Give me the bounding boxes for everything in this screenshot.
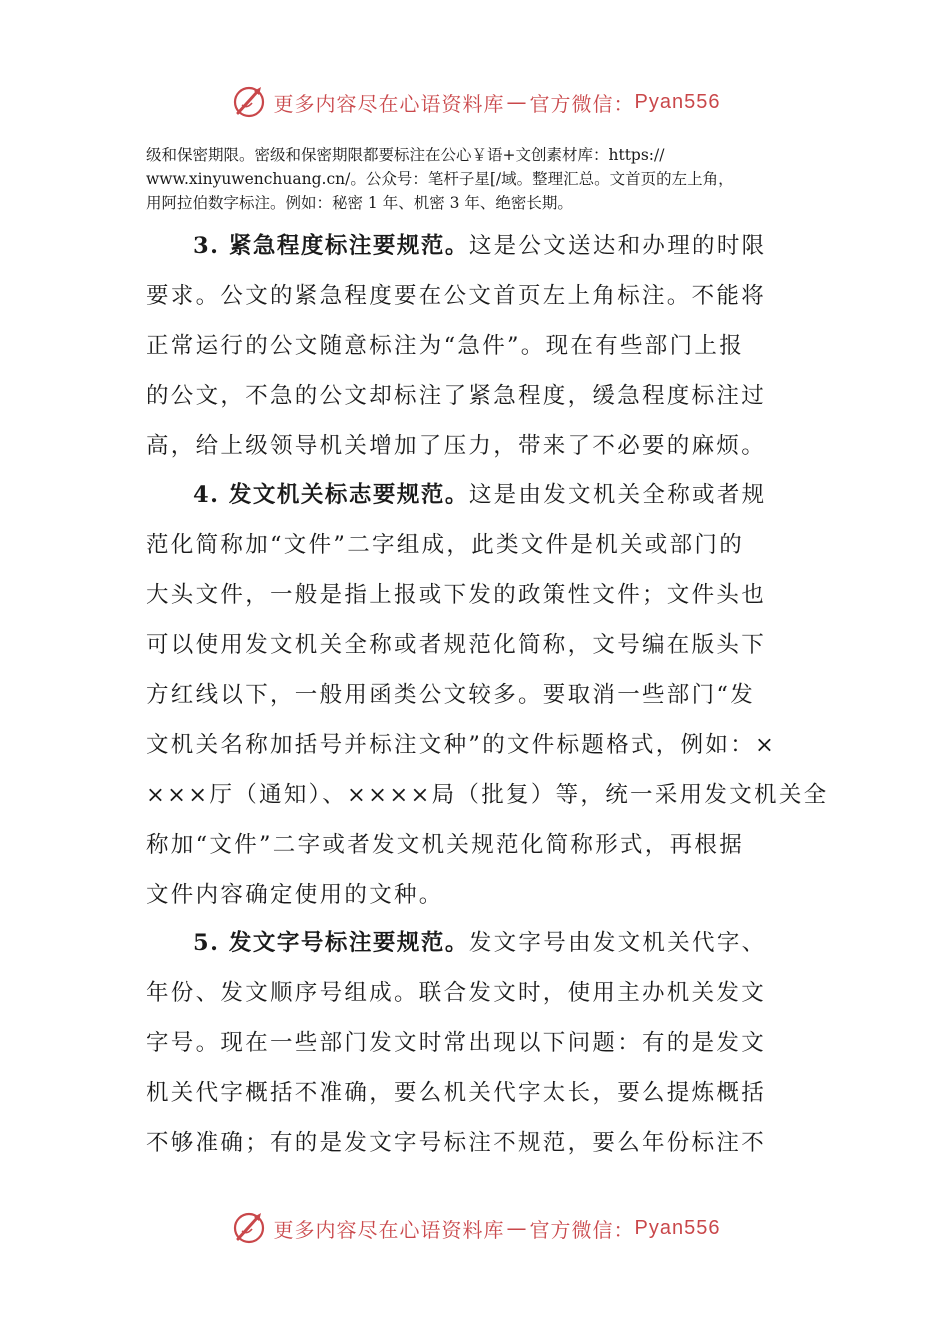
paragraph-line: 方红线以下，一般用函类公文较多。要取消一些部门“发 [146,682,756,708]
paragraph-line: 范化简称加“文件”二字组成，此类文件是机关或部门的 [146,532,745,558]
paragraph-text: 这是公文送达和办理的时限 [468,233,767,259]
paragraph-line: 字号。现在一些部门发文时常出现以下问题：有的是发文 [146,1030,767,1056]
section-3-paragraph [146,221,816,471]
banner-wechat-id: Pyan556 [634,1216,721,1239]
paragraph-first-line [146,221,816,271]
paragraph-line: 正常运行的公文随意标注为“急件”。现在有些部门上报 [146,333,745,359]
pen-logo-icon [230,83,268,121]
pen-logo-icon [230,1209,268,1247]
note-line: 用阿拉伯数字标注。例如：秘密 1 年、机密 3 年、绝密长期。 [146,194,573,212]
banner-dash: — [506,90,528,114]
paragraph-line: 机关代字概括不准确，要么机关代字太长，要么提炼概括 [146,1080,767,1106]
paragraph-line: 要求。公文的紧急程度要在公文首页左上角标注。不能将 [146,283,767,309]
paragraph-first-line [146,470,816,520]
note-line: 级和保密期限。密级和保密期限都要标注在公心￥语+文创素材库：https:// [146,146,665,164]
footer-banner [0,1206,950,1250]
section-4-paragraph [146,470,829,920]
section-5-heading: 5. 发文字号标注要规范。 [193,930,469,956]
note-line: www.xinyuwenchuang.cn/。公众号：笔杆子星[/域。整理汇总。文首页的左上角， [146,170,734,188]
banner-dash: — [506,1216,528,1240]
paragraph-line: 大头文件，一般是指上报或下发的政策性文件；文件头也 [146,582,767,608]
paragraph-line: 的公文，不急的公文却标注了紧急程度，缓急程度标注过 [146,383,767,409]
paragraph-line: 文机关名称加括号并标注文种”的文件标题格式，例如：× [146,732,777,758]
section-3-heading: 3. 紧急程度标注要规范。 [193,233,469,259]
paragraph-first-line [146,918,816,968]
banner-slogan: 更多内容尽在心语资料库 [273,91,505,116]
paragraph-line: 年份、发文顺序号组成。联合发文时，使用主办机关发文 [146,980,767,1006]
section-5-paragraph [146,918,816,1168]
paragraph-text: 这是由发文机关全称或者规 [468,482,767,508]
continued-note [146,143,816,215]
paragraph-line: 高，给上级领导机关增加了压力，带来了不必要的麻烦。 [146,433,767,459]
paragraph-line: 不够准确；有的是发文字号标注不规范，要么年份标注不 [146,1130,767,1156]
paragraph-line: 可以使用发文机关全称或者规范化简称，文号编在版头下 [146,632,767,658]
paragraph-line: 文件内容确定使用的文种。 [146,882,444,908]
banner-wechat-id: Pyan556 [634,90,721,113]
banner-slogan: 更多内容尽在心语资料库 [273,1217,505,1242]
header-banner [0,80,950,124]
banner-official-label: 官方微信： [529,91,635,116]
banner-official-label: 官方微信： [529,1217,635,1242]
paragraph-line: 称加“文件”二字或者发文机关规范化简称形式，再根据 [146,832,745,858]
paragraph-line: ×××厅（通知）、××××局（批复）等，统一采用发文机关全 [146,782,829,808]
section-4-heading: 4. 发文机关标志要规范。 [193,482,469,508]
paragraph-text: 发文字号由发文机关代字、 [468,930,767,956]
